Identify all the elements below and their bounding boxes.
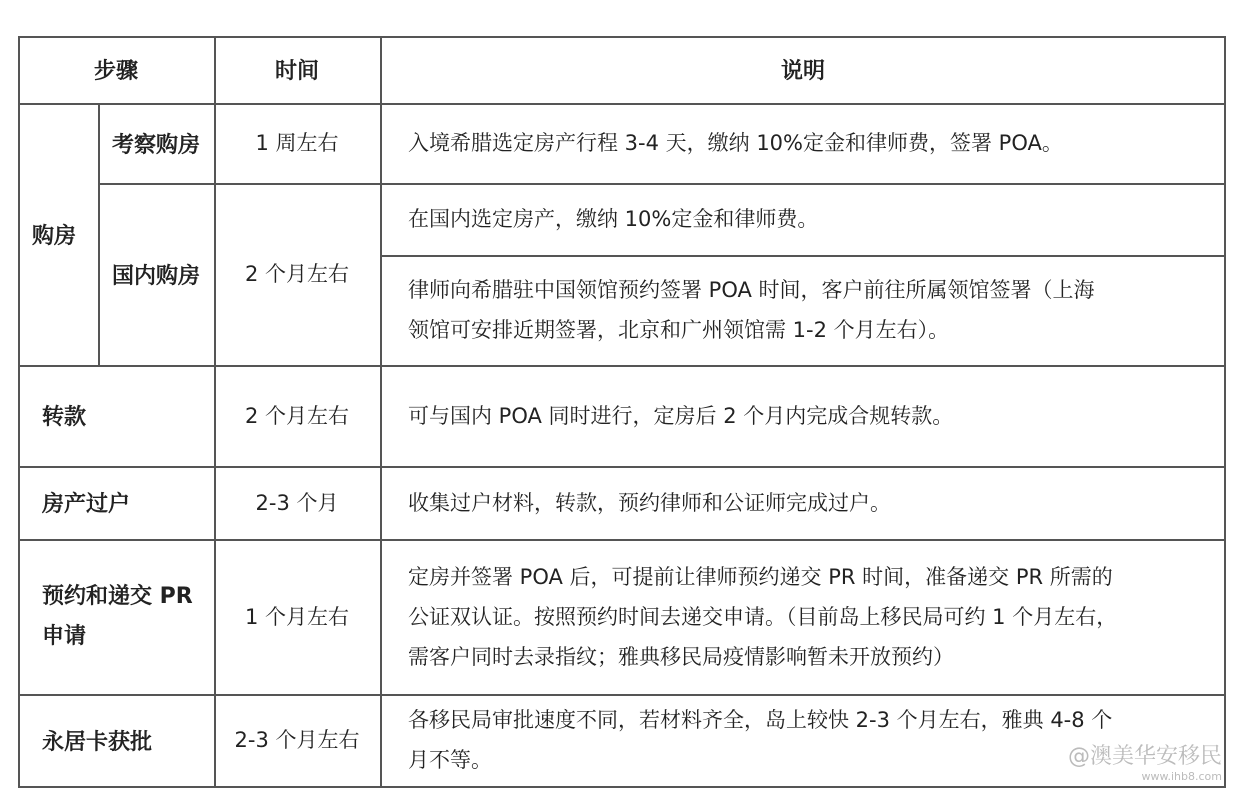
desc-line: 公证双认证。按照预约时间去递交申请。（目前岛上移民局可约 1 个月左右， bbox=[408, 604, 1118, 629]
time-domestic-buy: 2 个月左右 bbox=[244, 262, 350, 286]
watermark bbox=[1068, 739, 1222, 783]
desc-line: 定房并签署 POA 后，可提前让律师预约递交 PR 时间，准备递交 PR 所需的 bbox=[408, 564, 1113, 589]
desc-line: 需客户同时去录指纹；雅典移民局疫情影响暂未开放预约） bbox=[408, 644, 954, 669]
desc-transfer: 可与国内 POA 同时进行，定房后 2 个月内完成合规转款。 bbox=[408, 403, 954, 428]
time-title-transfer: 2-3 个月 bbox=[255, 490, 339, 515]
step-line: 预约和递交 PR bbox=[42, 583, 193, 609]
desc-title-transfer: 收集过户材料，转款，预约律师和公证师完成过户。 bbox=[408, 490, 891, 515]
time-card-approved: 2-3 个月左右 bbox=[234, 728, 360, 752]
desc-domestic-buy-2 bbox=[380, 255, 1226, 365]
desc-line: 各移民局审批速度不同，若材料齐全，岛上较快 2-3 个月左右，雅典 4-8 个 bbox=[408, 708, 1113, 732]
header-step: 步骤 bbox=[93, 59, 138, 84]
step-title-transfer: 房产过户 bbox=[42, 492, 131, 517]
step-pr-apply bbox=[42, 539, 214, 694]
desc-line: 律师向希腊驻中国领馆预约签署 POA 时间，客户前往所属领馆签署（上海 bbox=[408, 278, 1095, 302]
header-desc: 说明 bbox=[780, 59, 825, 84]
desc-line: 领馆可安排近期签署，北京和广州领馆需 1-2 个月左右）。 bbox=[408, 318, 950, 342]
time-inspect-buy: 1 周左右 bbox=[255, 131, 339, 155]
desc-pr-apply bbox=[380, 539, 1226, 694]
step-inspect-buy: 考察购房 bbox=[111, 132, 200, 158]
step-card-approved: 永居卡获批 bbox=[42, 729, 153, 755]
time-transfer: 2 个月左右 bbox=[244, 403, 350, 428]
watermark-text: @澳美华安移民 bbox=[1067, 744, 1222, 769]
desc-inspect-buy: 入境希腊选定房产行程 3-4 天，缴纳 10%定金和律师费，签署 POA。 bbox=[408, 131, 1063, 155]
step-domestic-buy: 国内购房 bbox=[111, 263, 200, 289]
time-pr-apply: 1 个月左右 bbox=[244, 604, 350, 629]
group-buy-label: 购房 bbox=[32, 223, 77, 249]
header-time: 时间 bbox=[274, 59, 319, 84]
process-table bbox=[18, 36, 1226, 788]
desc-line: 月不等。 bbox=[408, 748, 492, 772]
watermark-url: www.ihb8.com bbox=[1141, 770, 1222, 783]
step-line: 申请 bbox=[42, 623, 87, 649]
desc-domestic-buy-1: 在国内选定房产，缴纳 10%定金和律师费。 bbox=[408, 207, 819, 231]
step-transfer: 转款 bbox=[42, 405, 87, 430]
